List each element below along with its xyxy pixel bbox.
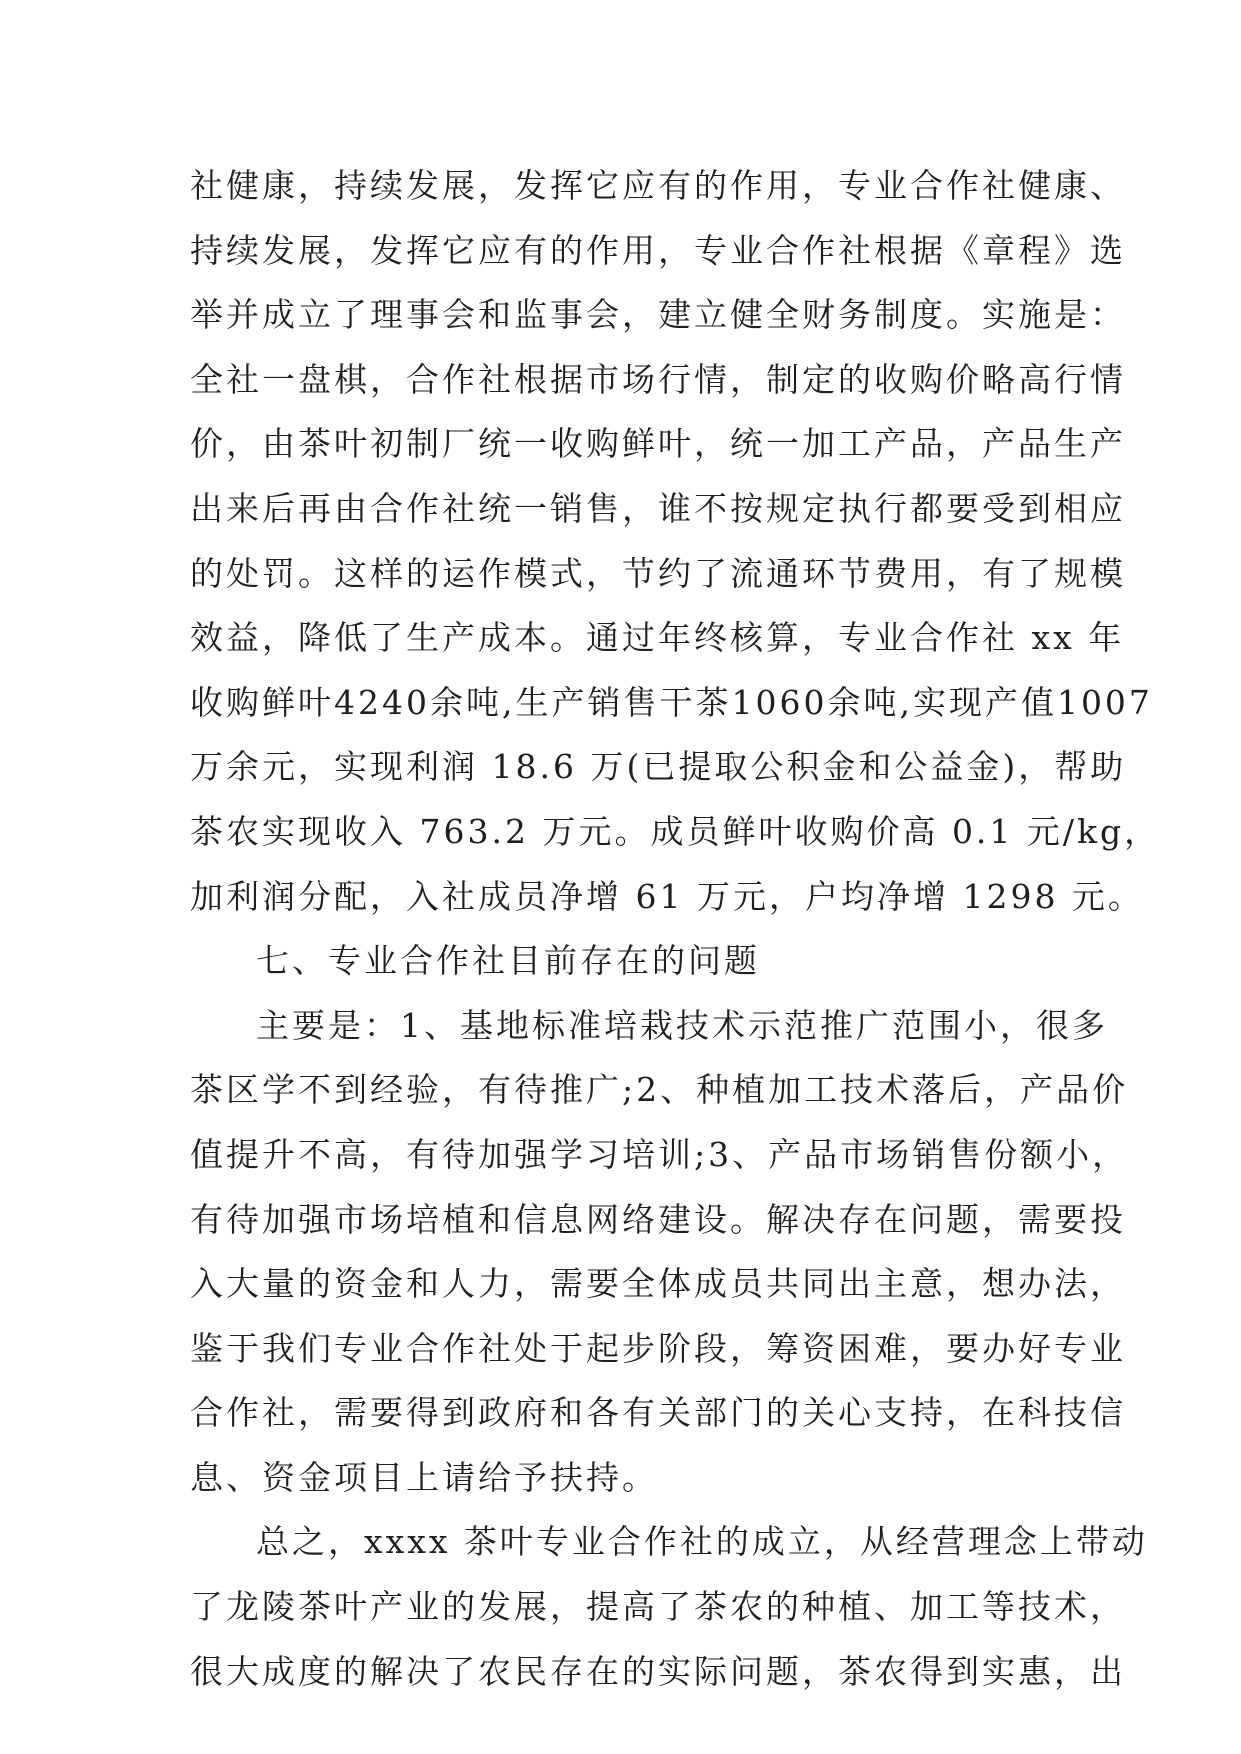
text-line: 的处罚。这样的运作模式，节约了流通环节费用，有了规模 xyxy=(190,553,1126,593)
text-line: 入大量的资金和人力，需要全体成员共同出主意，想办法， xyxy=(190,1264,1126,1304)
text-line: 收购鲜叶4240余吨,生产销售干茶1060余吨,实现产值1007 xyxy=(190,682,1153,722)
text-line: 合作社，需要得到政府和各有关部门的关心支持，在科技信 xyxy=(190,1393,1126,1433)
body-text xyxy=(190,154,1161,1704)
text-line: 加利润分配，入社成员净增 61 万元，户均净增 1298 元。 xyxy=(190,876,1144,916)
text-line: 了龙陵茶叶产业的发展，提高了茶农的种植、加工等技术， xyxy=(190,1587,1126,1627)
text-line: 社健康，持续发展，发挥它应有的作用，专业合作社健康、 xyxy=(190,166,1126,205)
text-line: 茶农实现收入 763.2 万元。成员鲜叶收购价高 0.1 元/kg， xyxy=(190,811,1161,851)
text-line: 持续发展，发挥它应有的作用，专业合作社根据《章程》选 xyxy=(190,230,1126,270)
section-heading: 七、专业合作社目前存在的问题 xyxy=(256,941,760,981)
text-line: 出来后再由合作社统一销售，谁不按规定执行都要受到相应 xyxy=(190,488,1126,528)
text-line: 值提升不高，有待加强学习培训;3、产品市场销售份额小， xyxy=(190,1134,1129,1174)
text-line: 息、资金项目上请给予扶持。 xyxy=(190,1457,658,1497)
text-line: 有待加强市场培植和信息网络建设。解决存在问题，需要投 xyxy=(190,1199,1126,1239)
text-line: 效益，降低了生产成本。通过年终核算，专业合作社 xx 年 xyxy=(190,618,1125,658)
text-line: 举并成立了理事会和监事会，建立健全财务制度。实施是： xyxy=(190,295,1126,335)
text-line: 万余元，实现利润 18.6 万(已提取公积金和公益金)，帮助 xyxy=(190,747,1127,787)
text-line: 全社一盘棋，合作社根据市场行情，制定的收购价略高行情 xyxy=(190,359,1126,399)
text-line: 茶区学不到经验，有待推广;2、种植加工技术落后，产品价 xyxy=(190,1070,1129,1110)
text-line: 很大成度的解决了农民存在的实际问题，茶农得到实惠，出 xyxy=(190,1651,1126,1691)
text-line: 鉴于我们专业合作社处于起步阶段，筹资困难，要办好专业 xyxy=(190,1328,1126,1368)
text-line: 价，由茶叶初制厂统一收购鲜叶，统一加工产品，产品生产 xyxy=(190,424,1126,464)
text-line: 总之，xxxx 茶叶专业合作社的成立，从经营理念上带动 xyxy=(256,1522,1148,1562)
text-line: 主要是：1、基地标准培栽技术示范推广范围小，很多 xyxy=(256,1005,1108,1045)
